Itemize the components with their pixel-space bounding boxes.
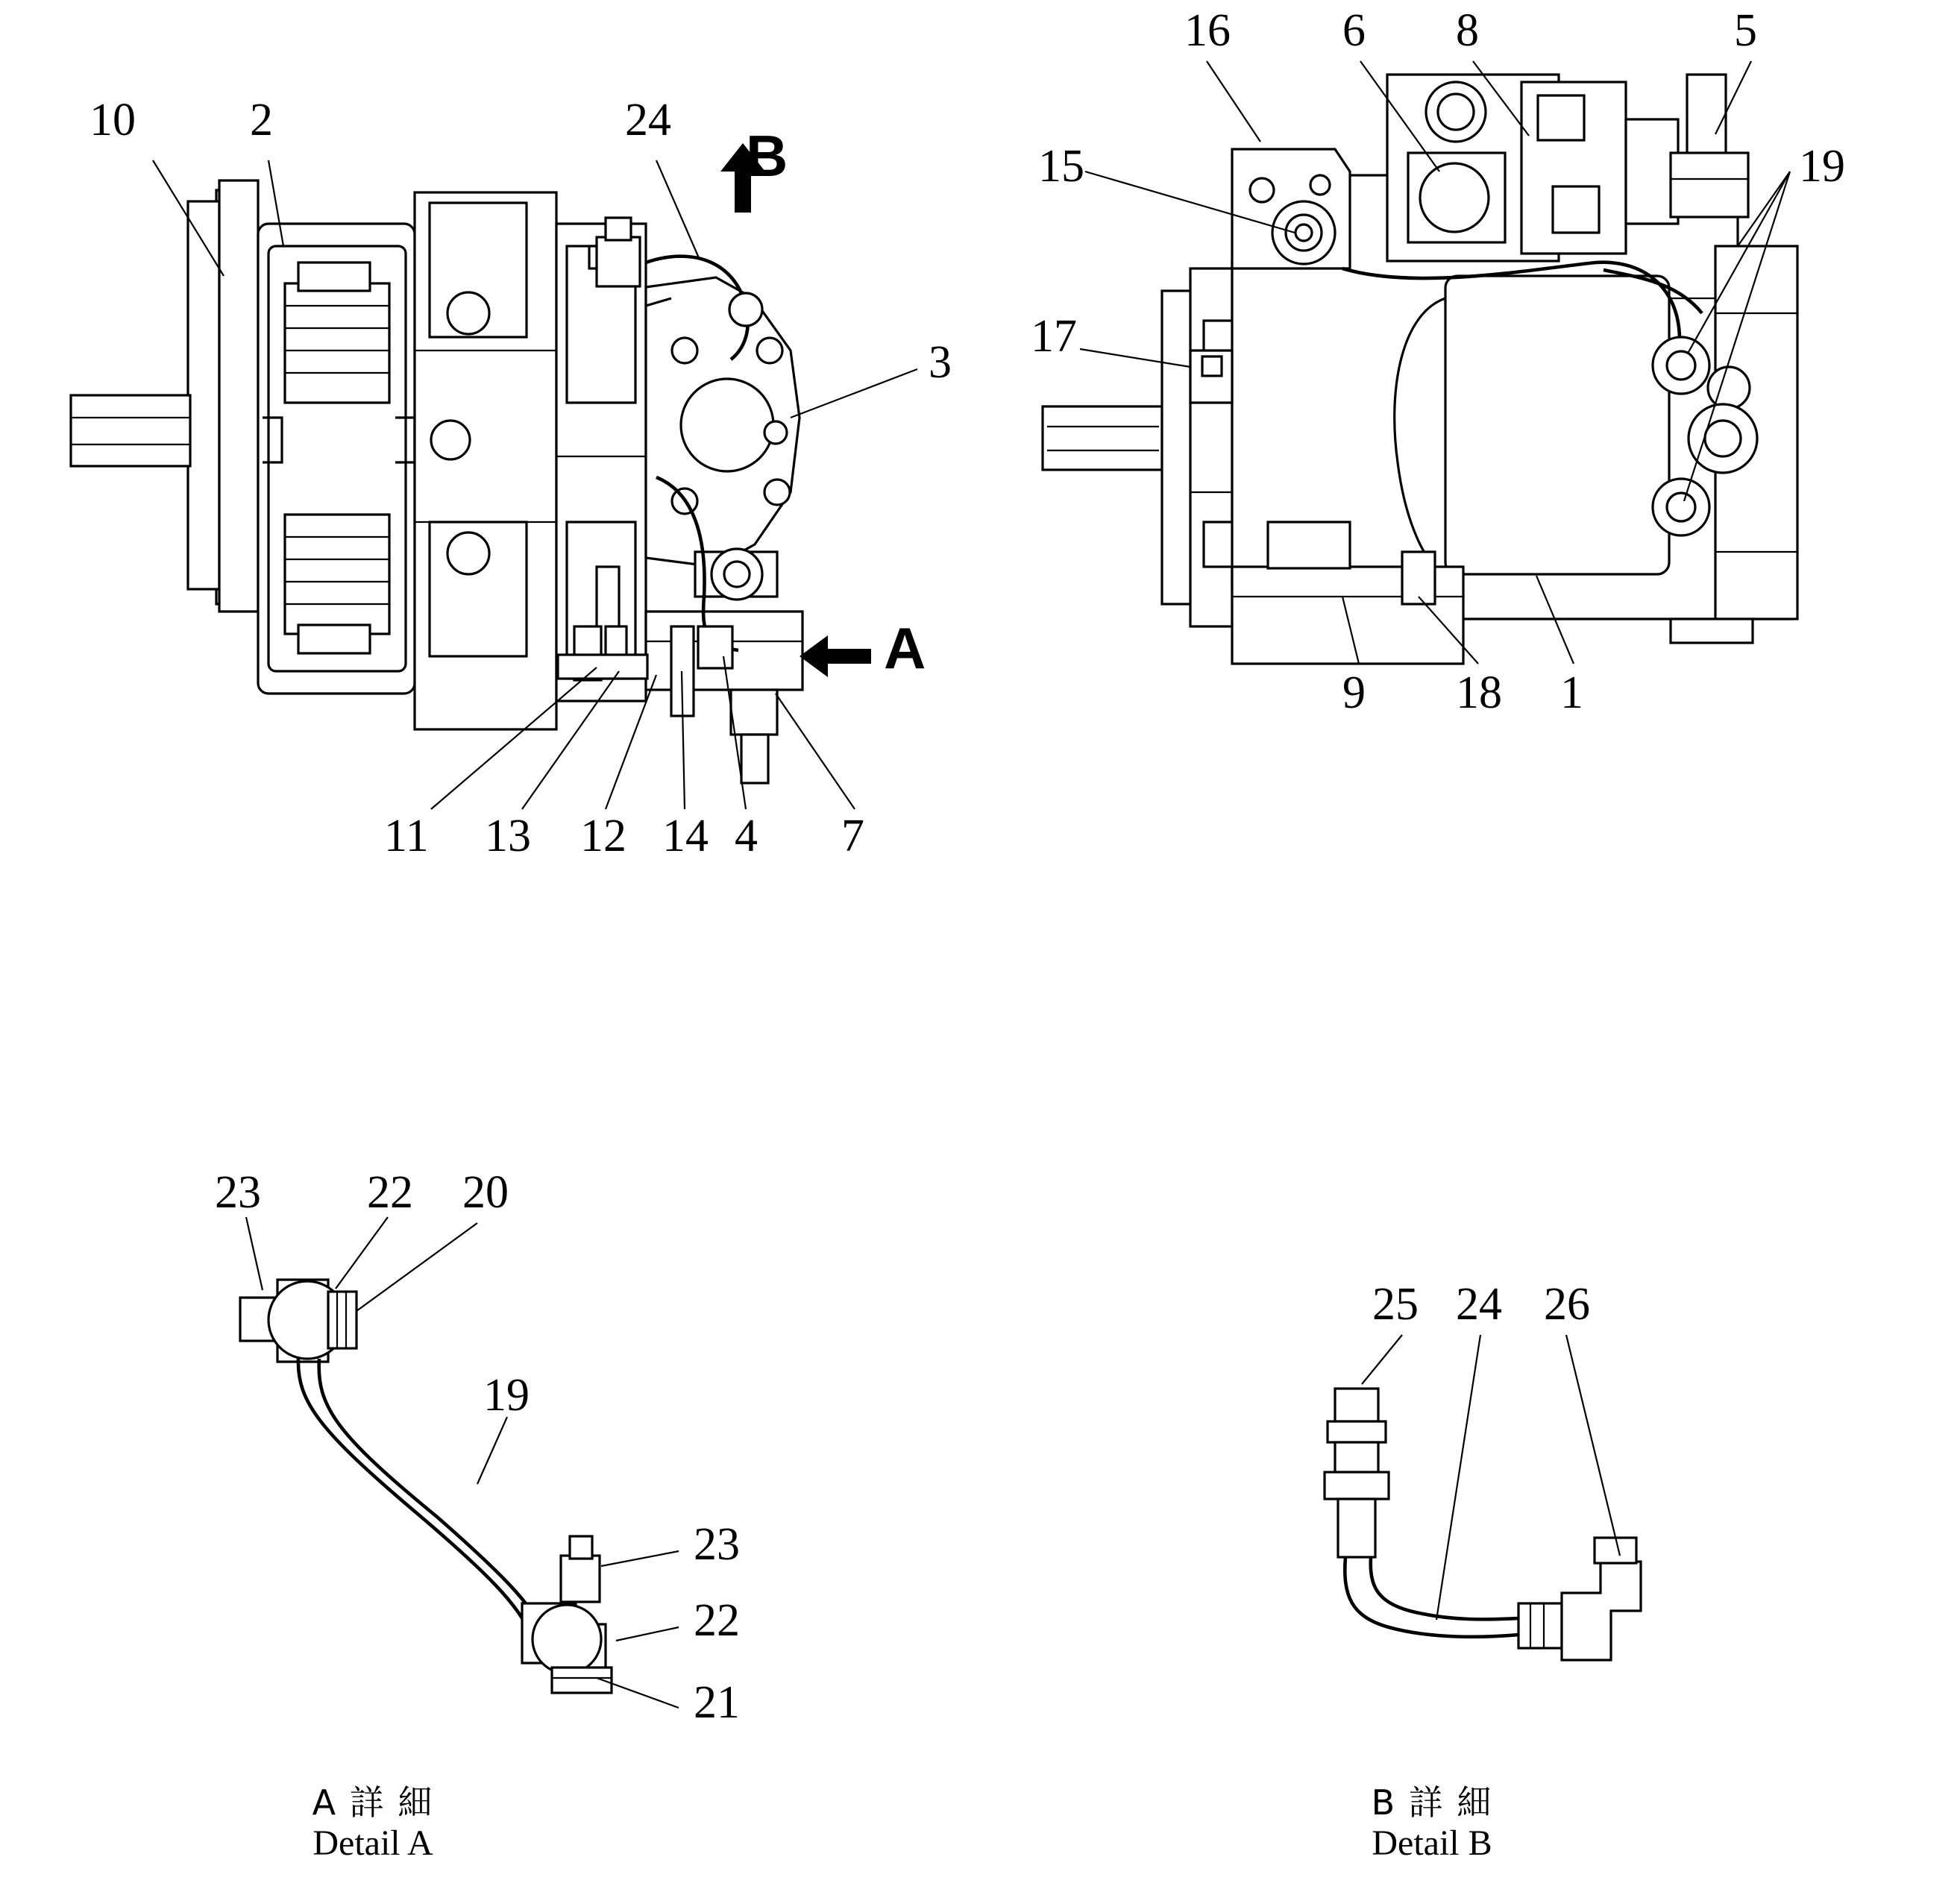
callout-16: 16: [1184, 5, 1231, 56]
callout-7: 7: [841, 811, 864, 861]
callout-8: 8: [1456, 5, 1479, 56]
callout-24-detail: 24: [1456, 1279, 1502, 1330]
callout-19-right: 19: [1799, 141, 1845, 192]
callout-10: 10: [89, 95, 136, 145]
callout-21: 21: [694, 1677, 740, 1728]
callout-13: 13: [485, 811, 531, 861]
callout-26: 26: [1544, 1279, 1590, 1330]
detail-b-caption-en: Detail B: [1372, 1823, 1492, 1864]
section-arrow-a: [800, 635, 871, 677]
detail-b-caption: [1283, 1782, 1581, 1865]
detail-a-artwork: [240, 1217, 679, 1708]
callout-19-detail: 19: [483, 1370, 530, 1421]
callout-20: 20: [462, 1167, 509, 1218]
detail-a-caption: [224, 1782, 522, 1865]
callout-25: 25: [1372, 1279, 1419, 1330]
callout-23-top: 23: [215, 1167, 261, 1218]
callout-11: 11: [384, 811, 429, 861]
callout-9: 9: [1342, 667, 1366, 718]
callout-3: 3: [929, 337, 952, 388]
detail-a-caption-en: Detail A: [312, 1823, 433, 1864]
callout-17: 17: [1031, 311, 1077, 362]
callout-1: 1: [1560, 667, 1583, 718]
callout-23-bottom: 23: [694, 1519, 740, 1570]
callout-12: 12: [580, 811, 626, 861]
callout-2: 2: [250, 95, 273, 145]
detail-a-caption-jp: A 詳 細: [312, 1782, 434, 1823]
callout-15: 15: [1038, 141, 1084, 192]
callout-22-top: 22: [367, 1167, 413, 1218]
view-mark-b: B: [746, 123, 788, 189]
detail-b-caption-jp: B 詳 細: [1371, 1782, 1493, 1823]
callout-14: 14: [662, 811, 709, 861]
left-assembly-artwork: [71, 180, 802, 783]
callout-24-top: 24: [625, 95, 671, 145]
callout-18: 18: [1456, 667, 1502, 718]
right-assembly-artwork: [1043, 75, 1797, 664]
callout-4: 4: [735, 811, 758, 861]
callout-6: 6: [1342, 5, 1366, 56]
callout-5: 5: [1734, 5, 1757, 56]
detail-b-artwork: [1325, 1335, 1641, 1660]
callout-22-bottom: 22: [694, 1595, 740, 1646]
view-mark-a: A: [884, 615, 926, 681]
